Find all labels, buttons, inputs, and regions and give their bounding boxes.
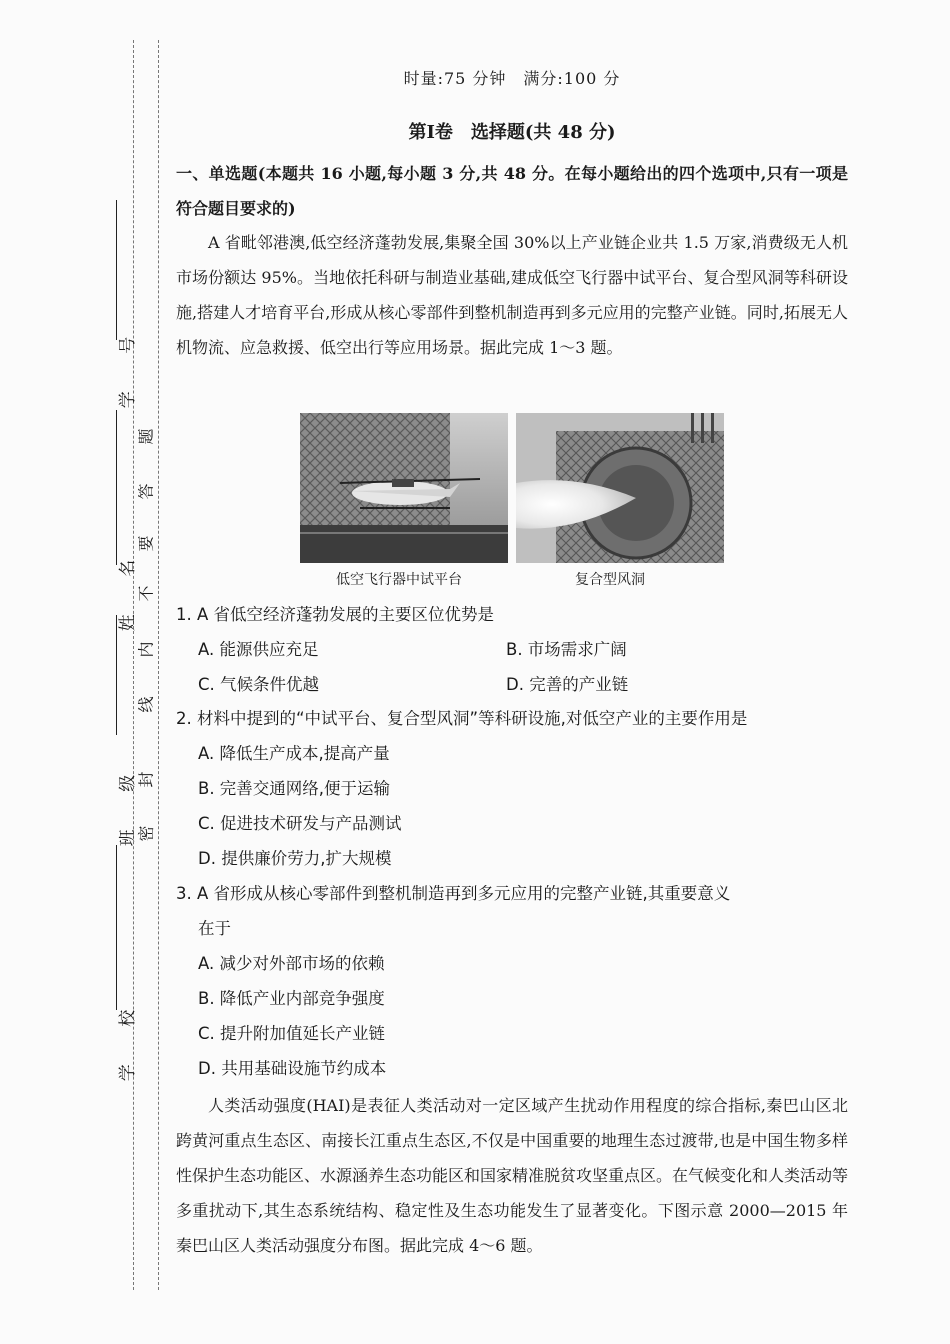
question-3-stem: 3. A 省形成从核心零部件到整机制造再到多元应用的完整产业链,其重要意义 (176, 884, 731, 903)
test-platform-caption: 低空飞行器中试平台 (336, 572, 462, 588)
passage-2: 人类活动强度(HAI)是表征人类活动对一定区域产生扰动作用程度的综合指标,秦巴山区北跨黄河重点生态区、南接长江重点生态区,不仅是中国重要的地理生态过渡带,也是中国生物多样性保护生态功能区、水源涵养生态功能区和国家精准脱贫攻坚重点区。在气候变化和人类活动等多重扰动下,其生态系统结构、稳定性及生态功能发生了显著变化。下图示意 2000—2015 年秦巴山区人类活动强度分布图。据此完成 4～6 题。 (176, 1096, 849, 1255)
passage-1: A 省毗邻港澳,低空经济蓬勃发展,集聚全国 30%以上产业链企业共 1.5 万家,消费级无人机市场份额达 95%。当地依托科研与制造业基础,建成低空飞行器中试平台、复合型风洞等科研设施,搭建人才培育平台,形成从核心零部件到整机制造再到多元应用的完整产业链。同时,拓展无人机物流、应急救援、低空出行等应用场景。据此完成 1～3 题。 (176, 233, 848, 357)
seal-char: 题 (136, 428, 156, 445)
school-field-line (116, 845, 117, 1010)
question-2-option-c[interactable]: C. 促进技术研发与产品测试 (198, 814, 402, 833)
section-title: 第Ⅰ卷 选择题(共 48 分) (408, 122, 616, 143)
question-1-option-b[interactable]: B. 市场需求广阔 (506, 640, 627, 659)
question-2-stem: 2. 材料中提到的“中试平台、复合型风洞”等科研设施,对低空产业的主要作用是 (176, 709, 748, 728)
question-2-option-b[interactable]: B. 完善交通网络,便于运输 (198, 779, 391, 798)
seal-char: 密 (136, 825, 156, 842)
question-3-option-d[interactable]: D. 共用基础设施节约成本 (198, 1059, 387, 1078)
question-3-option-c[interactable]: C. 提升附加值延长产业链 (198, 1024, 386, 1043)
class-label: 班 级 (118, 758, 139, 847)
seal-char: 不 (136, 585, 156, 602)
wind-tunnel-caption: 复合型风洞 (575, 572, 645, 588)
seal-char: 封 (136, 771, 156, 788)
question-2-option-d[interactable]: D. 提供廉价劳力,扩大规模 (198, 849, 392, 868)
time-info: 时量:75 分钟 满分:100 分 (403, 69, 621, 88)
question-1-option-c[interactable]: C. 气候条件优越 (198, 675, 320, 694)
name-field-line (116, 410, 117, 565)
name-label: 姓 名 (118, 543, 139, 632)
test-platform-photo (300, 413, 508, 563)
question-1-option-d[interactable]: D. 完善的产业链 (506, 675, 629, 694)
question-1-option-a[interactable]: A. 能源供应充足 (198, 640, 319, 659)
question-3-option-a[interactable]: A. 减少对外部市场的依赖 (198, 954, 385, 973)
id-label: 学 号 (118, 320, 139, 409)
class-field-line (116, 615, 117, 735)
question-3-stem-continued: 在于 (198, 919, 231, 938)
question-1-stem: 1. A 省低空经济蓬勃发展的主要区位优势是 (176, 605, 495, 624)
id-field-line (116, 200, 117, 340)
seal-char: 内 (136, 641, 156, 658)
seal-char: 要 (136, 535, 156, 552)
school-label: 学 校 (118, 993, 139, 1082)
question-3-option-b[interactable]: B. 降低产业内部竞争强度 (198, 989, 385, 1008)
seal-char: 线 (136, 696, 156, 713)
seal-char: 答 (136, 483, 156, 500)
binding-dashed-line-inner (158, 40, 159, 1290)
wind-tunnel-photo (516, 413, 724, 563)
instructions: 一、单选题(本题共 16 小题,每小题 3 分,共 48 分。在每小题给出的四个选项中,只有一项是符合题目要求的) (176, 164, 848, 218)
question-2-option-a[interactable]: A. 降低生产成本,提高产量 (198, 744, 390, 763)
binding-dashed-line-outer (133, 40, 134, 1290)
